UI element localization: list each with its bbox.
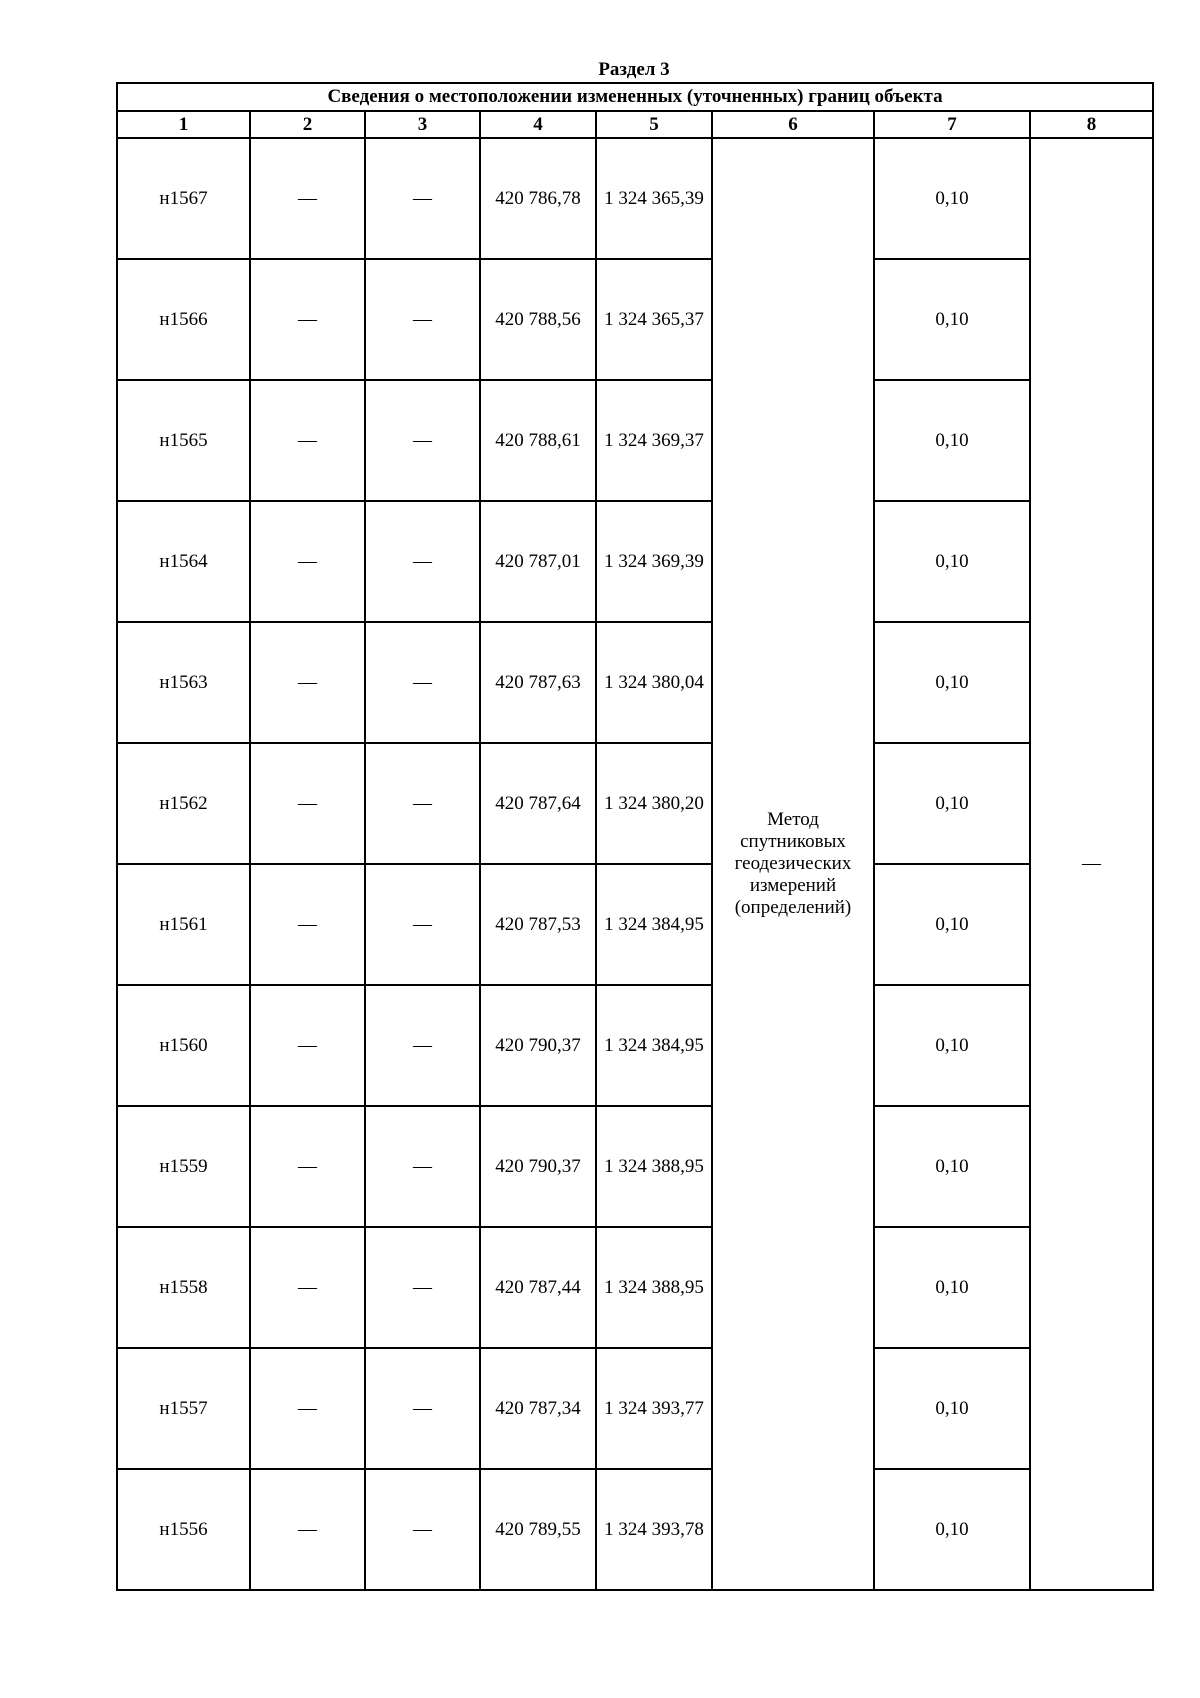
col2-cell: — <box>250 1469 365 1590</box>
method-line: (определений) <box>734 897 852 918</box>
method-cell <box>712 138 874 1590</box>
x-coordinate-cell: 420 790,37 <box>480 1106 596 1227</box>
column-number-6: 6 <box>712 111 874 138</box>
x-coordinate-cell: 420 790,37 <box>480 985 596 1106</box>
y-coordinate-cell: 1 324 393,78 <box>596 1469 712 1590</box>
table-row <box>117 1469 1153 1590</box>
x-coordinate-cell: 420 789,55 <box>480 1469 596 1590</box>
col8-cell: — <box>1030 138 1153 1590</box>
column-number-4: 4 <box>480 111 596 138</box>
col3-cell: — <box>365 985 480 1106</box>
col2-cell: — <box>250 138 365 259</box>
y-coordinate-cell: 1 324 380,20 <box>596 743 712 864</box>
col3-cell: — <box>365 1227 480 1348</box>
col3-cell: — <box>365 743 480 864</box>
point-cell: н1559 <box>117 1106 250 1227</box>
y-coordinate-cell: 1 324 380,04 <box>596 622 712 743</box>
col3-cell: — <box>365 380 480 501</box>
col2-cell: — <box>250 985 365 1106</box>
column-number-5: 5 <box>596 111 712 138</box>
col2-cell: — <box>250 1348 365 1469</box>
y-coordinate-cell: 1 324 365,39 <box>596 138 712 259</box>
col2-cell: — <box>250 1106 365 1227</box>
boundary-coordinates-table <box>116 82 1154 1591</box>
point-cell: н1557 <box>117 1348 250 1469</box>
precision-cell: 0,10 <box>874 1106 1030 1227</box>
table-row <box>117 501 1153 622</box>
point-cell: н1560 <box>117 985 250 1106</box>
precision-cell: 0,10 <box>874 1469 1030 1590</box>
point-cell: н1564 <box>117 501 250 622</box>
col3-cell: — <box>365 864 480 985</box>
method-line: геодезических <box>734 853 852 874</box>
table-row <box>117 259 1153 380</box>
y-coordinate-cell: 1 324 369,37 <box>596 380 712 501</box>
y-coordinate-cell: 1 324 384,95 <box>596 985 712 1106</box>
precision-cell: 0,10 <box>874 622 1030 743</box>
precision-cell: 0,10 <box>874 864 1030 985</box>
point-cell: н1561 <box>117 864 250 985</box>
col2-cell: — <box>250 622 365 743</box>
col2-cell: — <box>250 864 365 985</box>
x-coordinate-cell: 420 786,78 <box>480 138 596 259</box>
point-cell: н1567 <box>117 138 250 259</box>
col3-cell: — <box>365 1106 480 1227</box>
point-cell: н1558 <box>117 1227 250 1348</box>
precision-cell: 0,10 <box>874 138 1030 259</box>
point-cell: н1565 <box>117 380 250 501</box>
column-number-8: 8 <box>1030 111 1153 138</box>
table-row <box>117 380 1153 501</box>
col3-cell: — <box>365 501 480 622</box>
section-title: Раздел 3 <box>598 59 670 80</box>
col3-cell: — <box>365 1348 480 1469</box>
table-row <box>117 864 1153 985</box>
column-number-7: 7 <box>874 111 1030 138</box>
x-coordinate-cell: 420 787,63 <box>480 622 596 743</box>
col2-cell: — <box>250 259 365 380</box>
x-coordinate-cell: 420 787,01 <box>480 501 596 622</box>
x-coordinate-cell: 420 787,44 <box>480 1227 596 1348</box>
column-number-2: 2 <box>250 111 365 138</box>
table-row <box>117 985 1153 1106</box>
table-row <box>117 743 1153 864</box>
table-row <box>117 622 1153 743</box>
col3-cell: — <box>365 622 480 743</box>
precision-cell: 0,10 <box>874 1227 1030 1348</box>
col2-cell: — <box>250 743 365 864</box>
point-cell: н1563 <box>117 622 250 743</box>
point-cell: н1566 <box>117 259 250 380</box>
y-coordinate-cell: 1 324 388,95 <box>596 1106 712 1227</box>
col3-cell: — <box>365 259 480 380</box>
col2-cell: — <box>250 1227 365 1348</box>
y-coordinate-cell: 1 324 365,37 <box>596 259 712 380</box>
precision-cell: 0,10 <box>874 985 1030 1106</box>
y-coordinate-cell: 1 324 393,77 <box>596 1348 712 1469</box>
x-coordinate-cell: 420 788,56 <box>480 259 596 380</box>
x-coordinate-cell: 420 788,61 <box>480 380 596 501</box>
column-number-3: 3 <box>365 111 480 138</box>
table-row <box>117 138 1153 259</box>
x-coordinate-cell: 420 787,34 <box>480 1348 596 1469</box>
table-caption-row <box>117 83 1153 111</box>
column-number-1: 1 <box>117 111 250 138</box>
method-line: спутниковых <box>740 831 846 852</box>
table-row <box>117 1106 1153 1227</box>
y-coordinate-cell: 1 324 369,39 <box>596 501 712 622</box>
table-row <box>117 1348 1153 1469</box>
precision-cell: 0,10 <box>874 259 1030 380</box>
col3-cell: — <box>365 1469 480 1590</box>
y-coordinate-cell: 1 324 388,95 <box>596 1227 712 1348</box>
point-cell: н1562 <box>117 743 250 864</box>
method-line: измерений <box>749 875 837 896</box>
x-coordinate-cell: 420 787,53 <box>480 864 596 985</box>
point-cell: н1556 <box>117 1469 250 1590</box>
column-numbers-row <box>117 111 1153 138</box>
x-coordinate-cell: 420 787,64 <box>480 743 596 864</box>
precision-cell: 0,10 <box>874 501 1030 622</box>
col2-cell: — <box>250 501 365 622</box>
precision-cell: 0,10 <box>874 1348 1030 1469</box>
precision-cell: 0,10 <box>874 743 1030 864</box>
col2-cell: — <box>250 380 365 501</box>
table-caption: Сведения о местоположении измененных (уточненных) границ объекта <box>117 83 1153 111</box>
method-line: Метод <box>767 809 819 830</box>
y-coordinate-cell: 1 324 384,95 <box>596 864 712 985</box>
table-row <box>117 1227 1153 1348</box>
precision-cell: 0,10 <box>874 380 1030 501</box>
col3-cell: — <box>365 138 480 259</box>
